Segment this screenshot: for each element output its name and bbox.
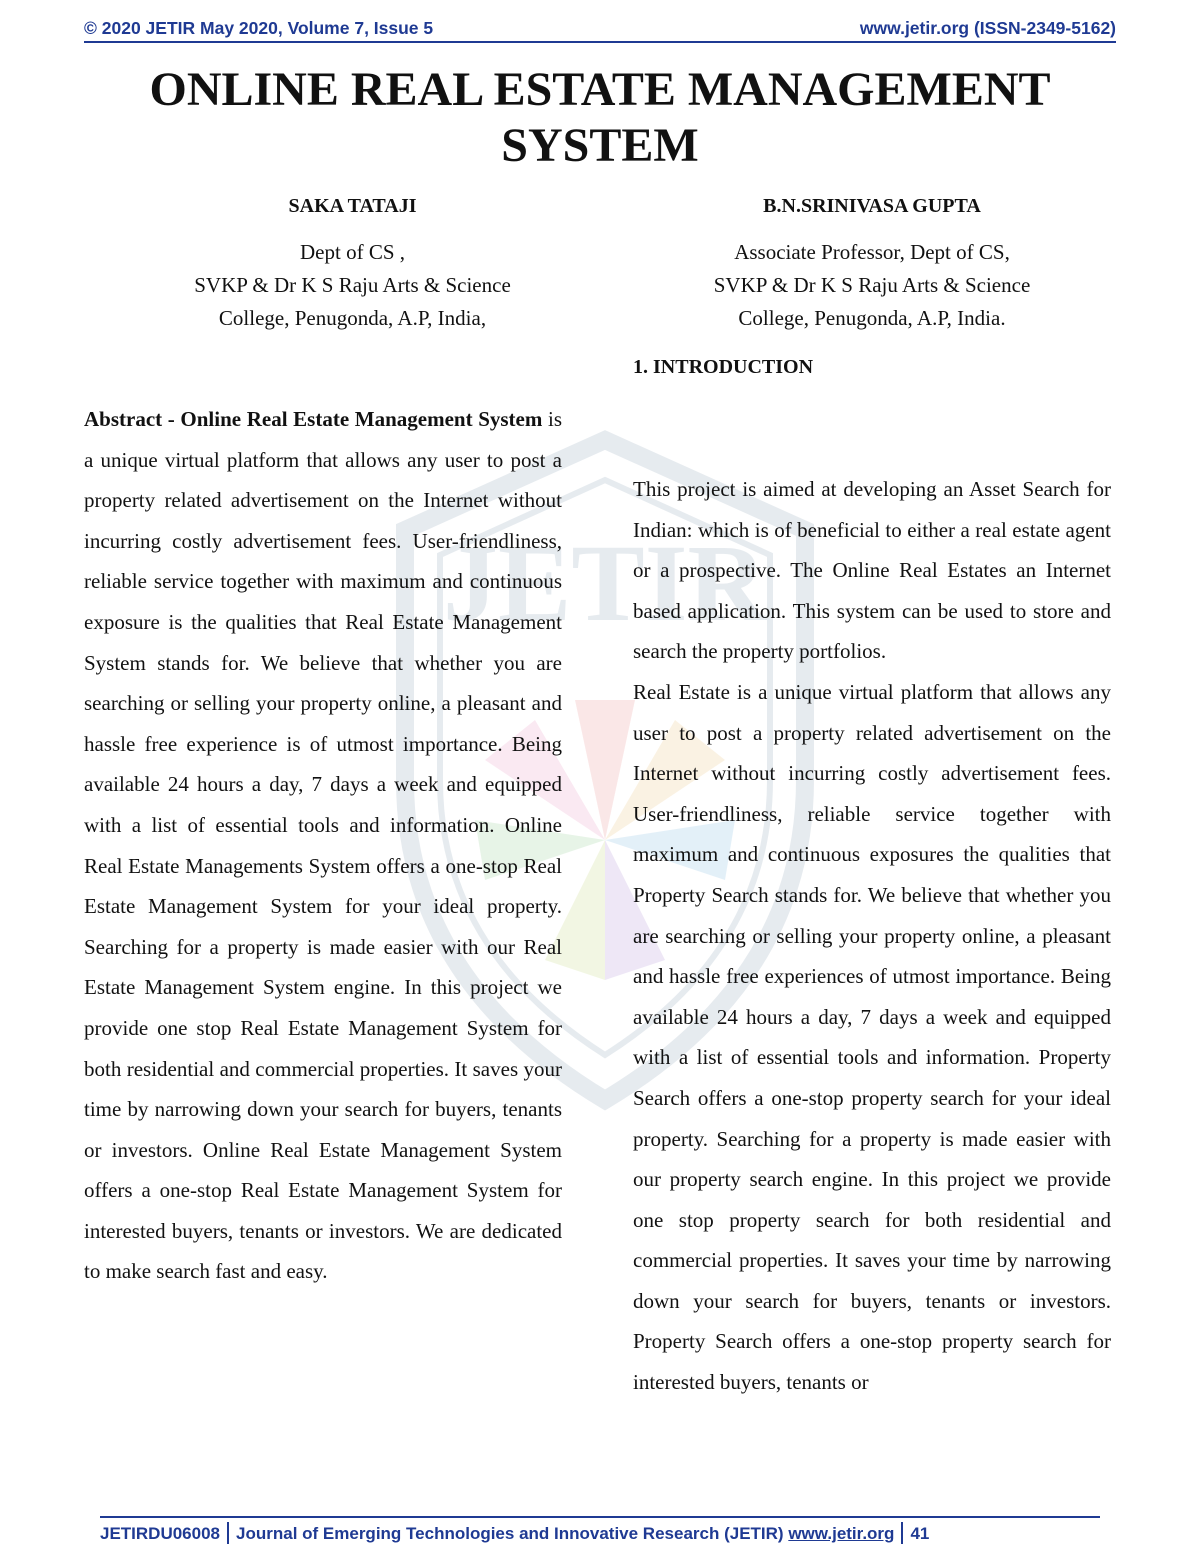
footer-journal-name: Journal of Emerging Technologies and Innovative Research (JETIR)	[236, 1524, 784, 1543]
author-affiliation-line: SVKP & Dr K S Raju Arts & Science	[194, 273, 511, 297]
running-footer	[100, 1522, 929, 1544]
abstract-body: is a unique virtual platform that allows any user to post a property related advertisement on the Internet without incurring costly advertisement fees. User-friendliness, reliable service together with maximum and continuous exposure is the qualities that Real Estate Management System stands for. We believe that whether you are searching or selling your property online, a pleasant and hassle free experience is of utmost importance. Being available 24 hours a day, 7 days a week and equipped with a list of essential tools and information. Online Real Estate Managements System offers a one-stop Real Estate Management System for your ideal property. Searching for a property is made easier with our Real Estate Management System engine. In this project we provide one stop Real Estate Management System for both residential and commercial properties. It saves your time by narrowing down your search for buyers, tenants or investors. Online Real Estate Management System offers a one-stop Real Estate Management System for interested buyers, tenants or investors. We are dedicated to make search fast and easy.	[84, 407, 562, 1284]
abstract-column	[84, 399, 562, 1292]
author-affiliation-line: Dept of CS ,	[300, 240, 405, 264]
footer-page-number: 41	[910, 1524, 930, 1543]
abstract-lead: Abstract - Online Real Estate Management System	[84, 407, 543, 431]
header-rule	[84, 41, 1116, 43]
author-block-1	[84, 194, 621, 335]
author-affiliation-line: College, Penugonda, A.P, India.	[738, 306, 1006, 330]
author-affiliation-line: Associate Professor, Dept of CS,	[734, 240, 1010, 264]
introduction-paragraph-2: Real Estate is a unique virtual platform that allows any user to post a property related advertisement on the Internet without incurring costly advertisement fees. User-friendliness, reliable service together with maximum and continuous exposures the qualities that Property Search stands for. We believe that whether you are searching or selling your property online, a pleasant and hassle free experiences of utmost importance. Being available 24 hours a day, 7 days a week and equipped with a list of essential tools and information. Property Search offers a one-stop property search for your ideal property. Searching for a property is made easier with our property search engine. In this project we provide one stop property search for both residential and commercial properties. It saves your time by narrowing down your search for buyers, tenants or investors. Property Search offers a one-stop property search for interested buyers, tenants or	[633, 679, 1111, 1395]
author-name: B.N.SRINIVASA GUPTA	[763, 195, 981, 217]
footer-separator	[227, 1522, 229, 1544]
footer-rule	[100, 1516, 1100, 1518]
svg-text:JETIR: JETIR	[443, 522, 767, 644]
author-affiliation-line: College, Penugonda, A.P, India,	[218, 306, 487, 330]
introduction-heading: 1. INTRODUCTION	[633, 356, 814, 378]
footer-separator	[901, 1522, 903, 1544]
author-name: SAKA TATAJI	[288, 195, 417, 217]
footer-paper-id: JETIRDU06008	[100, 1524, 221, 1543]
author-affiliation-line: SVKP & Dr K S Raju Arts & Science	[713, 273, 1031, 297]
author-block-2	[633, 194, 1111, 335]
footer-website-link[interactable]: www.jetir.org	[788, 1524, 895, 1543]
paper-title-line-2: SYSTEM	[501, 119, 699, 172]
paper-title-line-1: ONLINE REAL ESTATE MANAGEMENT	[149, 63, 1051, 116]
introduction-paragraph-1: This project is aimed at developing an Asset Search for Indian: which is of beneficial to either a real estate agent or a prospective. The Online Real Estates an Internet based application. This system can be used to store and search the property portfolios.	[633, 477, 1111, 664]
abstract-paragraph	[84, 399, 562, 1292]
header-website-issn: www.jetir.org (ISSN-2349-5162)	[859, 18, 1116, 38]
paper-title	[84, 62, 1116, 174]
introduction-column	[633, 469, 1111, 1403]
running-header	[84, 18, 1116, 39]
header-journal-info: © 2020 JETIR May 2020, Volume 7, Issue 5	[84, 18, 434, 38]
